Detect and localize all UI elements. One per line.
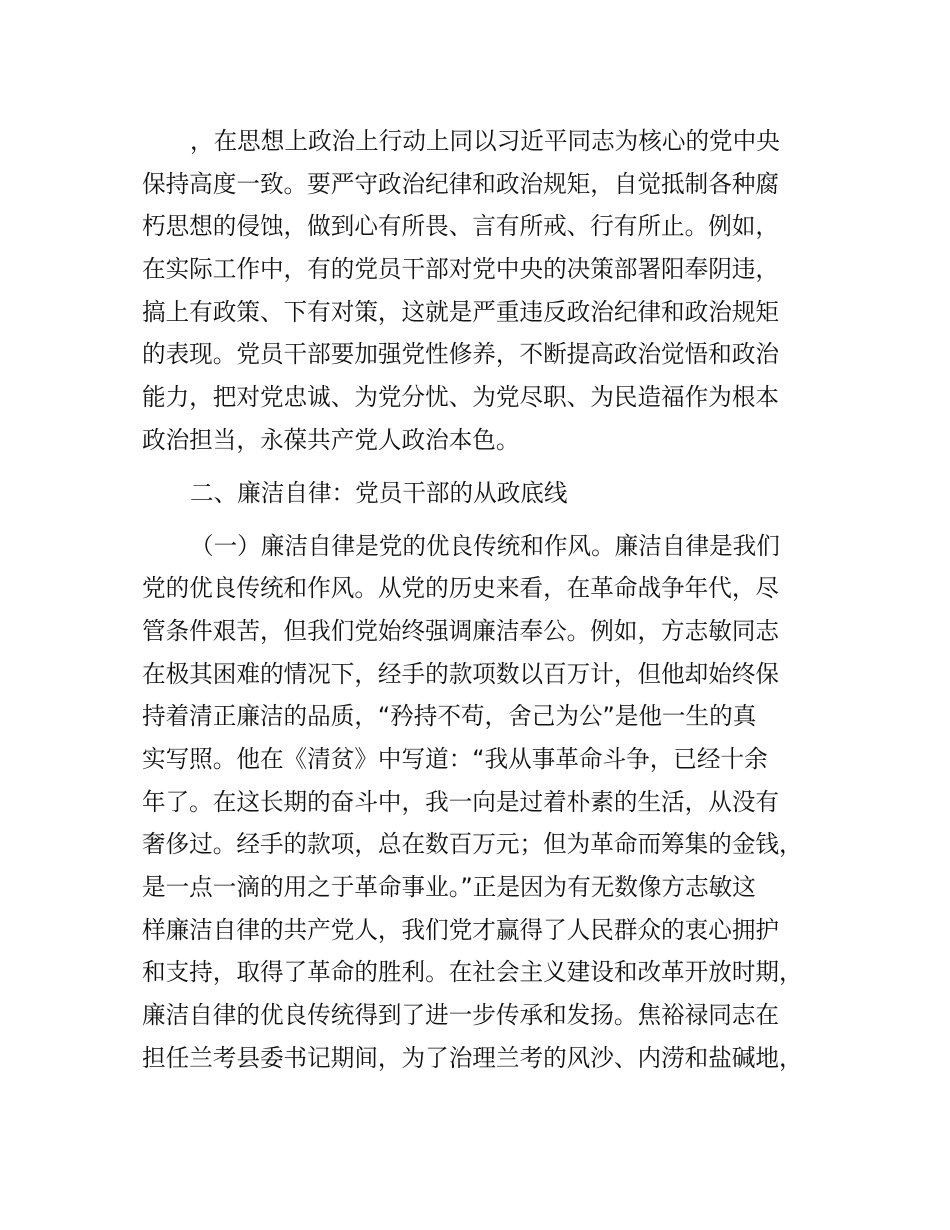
paragraph-line: 朽思想的侵蚀，做到心有所畏、言有所戒、行有所止。例如， bbox=[142, 212, 780, 241]
paragraph-line: 样廉洁自律的共产党人，我们党才赢得了人民群众的衷心拥护 bbox=[142, 915, 780, 944]
paragraph-line: ，在思想上政治上行动上同以习近平同志为核心的党中央 bbox=[190, 127, 780, 155]
paragraph-integrity-tradition bbox=[142, 525, 832, 1080]
paragraph-political-discipline bbox=[142, 120, 832, 462]
paragraph-line: 奢侈过。经手的款项，总在数百万元；但为革命而筹集的金钱， bbox=[142, 830, 803, 859]
paragraph-line: 政治担当，永葆共产党人政治本色。 bbox=[142, 425, 520, 454]
paragraph-line: 持着清正廉洁的品质，“矜持不苟，舍己为公”是他一生的真 bbox=[142, 702, 757, 731]
paragraph-line: 廉洁自律的优良传统得到了进一步传承和发扬。焦裕禄同志在 bbox=[142, 1001, 780, 1030]
paragraph-line: 管条件艰苦，但我们党始终强调廉洁奉公。例如，方志敏同志 bbox=[142, 616, 780, 645]
paragraph-line: 实写照。他在《清贫》中写道：“我从事革命斗争，已经十余 bbox=[142, 744, 768, 773]
paragraph-line: 是一点一滴的用之于革命事业。”正是因为有无数像方志敏这 bbox=[142, 873, 756, 901]
document-body bbox=[142, 120, 832, 1079]
paragraph-line: （一）廉洁自律是党的优良传统和作风。廉洁自律是我们 bbox=[190, 531, 780, 560]
paragraph-line: 党的优良传统和作风。从党的历史来看，在革命战争年代，尽 bbox=[142, 574, 780, 603]
section-heading: 二、廉洁自律：党员干部的从政底线 bbox=[190, 478, 568, 507]
paragraph-line: 保持高度一致。要严守政治纪律和政治规矩，自觉抵制各种腐 bbox=[142, 169, 780, 198]
paragraph-line: 在实际工作中，有的党员干部对党中央的决策部署阳奉阴违， bbox=[142, 255, 780, 284]
paragraph-line: 在极其困难的情况下，经手的款项数以百万计，但他却始终保 bbox=[142, 659, 780, 688]
paragraph-line: 年了。在这长期的奋斗中，我一向是过着朴素的生活，从没有 bbox=[142, 787, 780, 816]
paragraph-line: 担任兰考县委书记期间，为了治理兰考的风沙、内涝和盐碱地， bbox=[142, 1043, 803, 1072]
paragraph-line: 的表现。党员干部要加强党性修养，不断提高政治觉悟和政治 bbox=[142, 340, 780, 369]
paragraph-line: 能力，把对党忠诚、为党分忧、为党尽职、为民造福作为根本 bbox=[142, 383, 780, 412]
paragraph-line: 搞上有政策、下有对策，这就是严重违反政治纪律和政治规矩 bbox=[142, 297, 780, 326]
paragraph-line: 和支持，取得了革命的胜利。在社会主义建设和改革开放时期， bbox=[142, 958, 803, 987]
